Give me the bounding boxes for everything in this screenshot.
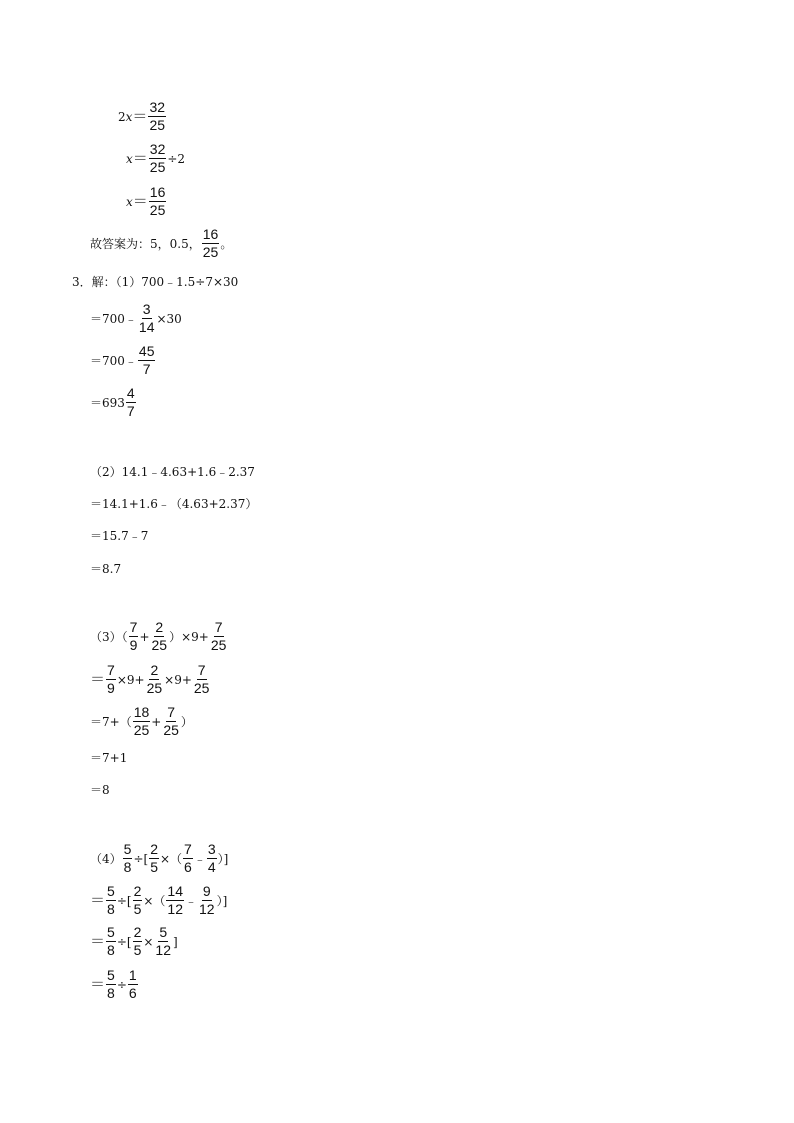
- fraction: $\frac{9}{12}$: [199, 883, 215, 917]
- fraction: $\frac{7}{9}$: [129, 619, 138, 653]
- p2-step-1: ＝14.1+1.6﹣（4.63+2.37）: [90, 497, 258, 511]
- fraction: $\frac{7}{6}$: [184, 841, 192, 875]
- answer-line: [90, 227, 232, 260]
- equation-x-div: [126, 142, 185, 175]
- p3-header: （3）（ $\frac{7}{9}$ + $\frac{2}{25}$ ）×9+ $\frac{7}{25}$: [90, 619, 227, 653]
- problem-3-header: 3．解：（1）700﹣1.5÷7×30: [72, 275, 239, 289]
- fraction: $\frac{2}{5}$: [150, 841, 158, 875]
- variable: x: [125, 109, 133, 124]
- p3-step-2: ＝7+（ $\frac{18}{25}$ + $\frac{7}{25}$ ）: [90, 704, 193, 738]
- fraction: $\frac{32}{25}$: [149, 99, 166, 133]
- p3-step-3: ＝7+1: [90, 751, 128, 765]
- p1-step-1: ＝700﹣ $\frac{3}{14}$ ×30: [90, 301, 182, 335]
- fraction: $\frac{32}{25}$: [149, 141, 166, 175]
- fraction: $\frac{3}{14}$: [138, 301, 155, 335]
- fraction: $\frac{45}{7}$: [138, 343, 155, 377]
- fraction: $\frac{5}{8}$: [107, 924, 115, 958]
- fraction: $\frac{14}{12}$: [167, 883, 183, 917]
- p3-step-4: ＝8: [90, 783, 110, 797]
- fraction: $\frac{7}{9}$: [107, 662, 115, 696]
- p2-header: （2）14.1﹣4.63+1.6﹣2.37: [90, 465, 255, 479]
- fraction: $\frac{4}{7}$: [126, 385, 135, 419]
- fraction: $\frac{5}{8}$: [107, 967, 115, 1001]
- equation-2x: [118, 100, 167, 133]
- p3-step-1: ＝ $\frac{7}{9}$ ×9+ $\frac{2}{25}$ ×9+ $\frac{7}{25}$: [90, 662, 210, 696]
- fraction: $\frac{2}{5}$: [133, 924, 142, 958]
- fraction: $\frac{5}{8}$: [107, 883, 115, 917]
- answer-text: 故答案为：5，0.5，: [90, 236, 201, 251]
- variable: x: [126, 151, 133, 166]
- p1-step-3: ＝693 $\frac{4}{7}$: [90, 385, 135, 419]
- equals-sign: ＝: [132, 192, 148, 210]
- fraction: $\frac{16}{25}$: [149, 184, 166, 218]
- fraction: $\frac{1}{6}$: [128, 967, 137, 1001]
- fraction: $\frac{5}{8}$: [123, 841, 132, 875]
- p2-step-2: ＝15.7﹣7: [90, 529, 149, 543]
- fraction: $\frac{2}{25}$: [151, 619, 168, 653]
- equation-x-result: [126, 185, 167, 218]
- p4-header: （4） $\frac{5}{8}$ ÷[ $\frac{2}{5}$ ×（ $\frac{7}{6}$ ﹣ $\frac{3}{4}$ ）]: [90, 841, 229, 875]
- fraction: $\frac{5}{12}$: [155, 924, 171, 958]
- fraction: $\frac{7}{25}$: [163, 704, 179, 738]
- fraction: $\frac{7}{25}$: [193, 662, 210, 696]
- coefficient: 2: [118, 109, 126, 124]
- equals-sign: ＝: [132, 107, 148, 125]
- p4-step-3: ＝ $\frac{5}{8}$ ÷ $\frac{1}{6}$: [90, 967, 137, 1001]
- fraction: $\frac{2}{5}$: [133, 883, 142, 917]
- p4-step-2: ＝ $\frac{5}{8}$ ÷[ $\frac{2}{5}$ × $\frac{5}{12}$ ]: [90, 924, 178, 958]
- p2-step-3: ＝8.7: [90, 562, 122, 576]
- variable: x: [126, 194, 133, 209]
- fraction: $\frac{7}{25}$: [210, 619, 227, 653]
- fraction: $\frac{3}{4}$: [207, 841, 216, 875]
- p4-step-1: ＝ $\frac{5}{8}$ ÷[ $\frac{2}{5}$ ×（ $\frac{14}{12}$ ﹣ $\frac{9}{12}$ ）]: [90, 883, 228, 917]
- period: 。: [220, 236, 233, 251]
- fraction: $\frac{16}{25}$: [202, 226, 219, 260]
- p1-step-2: ＝700﹣ $\frac{45}{7}$: [90, 343, 155, 377]
- equals-sign: ＝: [132, 149, 148, 167]
- expression-text: ÷2: [167, 151, 186, 166]
- fraction: $\frac{18}{25}$: [133, 704, 150, 738]
- fraction: $\frac{2}{25}$: [146, 662, 163, 696]
